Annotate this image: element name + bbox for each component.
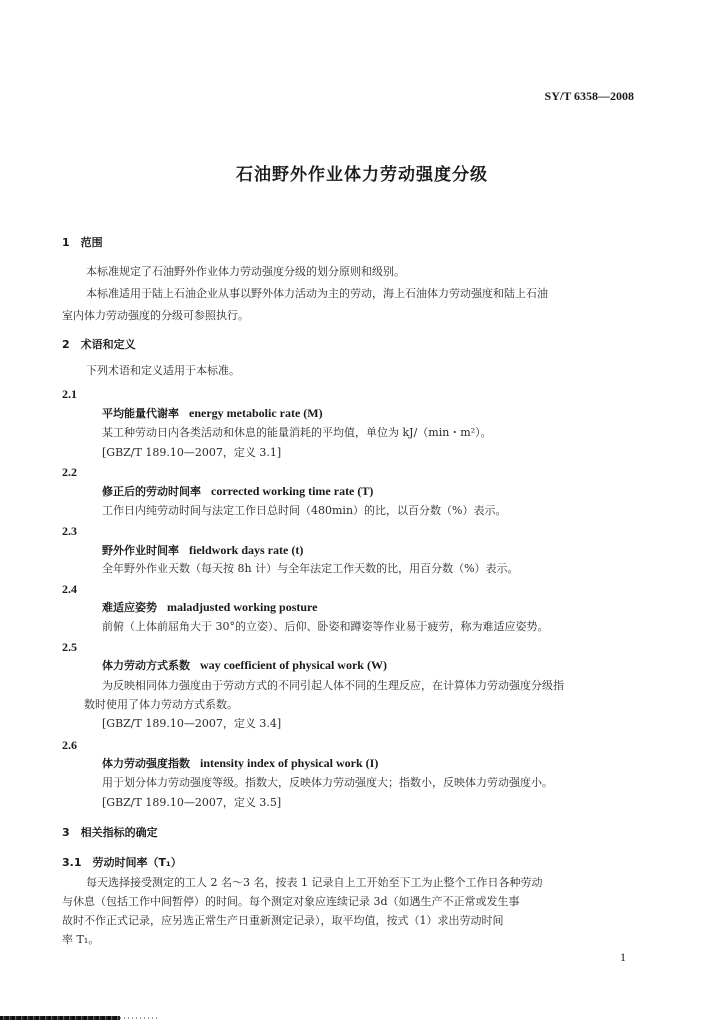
reference-line: [GBZ/T 189.10—2007，定义 3.5] <box>102 796 282 809</box>
paragraph: 本标准适用于陆上石油企业从事以野外体力活动为主的劳动，海上石油体力劳动强度和陆上石油 <box>86 287 548 300</box>
definition-line: 某工种劳动日内各类活动和休息的能量消耗的平均值，单位为 kJ/（min・m²）。 <box>102 426 492 439</box>
definition-line: 数时使用了体力劳动方式系数。 <box>84 698 238 711</box>
section-heading: 3 相关指标的确定 <box>62 826 158 839</box>
clause-number: 2.4 <box>62 582 77 596</box>
term-heading <box>102 484 373 499</box>
reference-line: [GBZ/T 189.10—2007，定义 3.4] <box>102 717 282 730</box>
term-heading <box>102 756 378 771</box>
term-en: intensity index of physical work (I) <box>200 756 379 770</box>
paragraph: 室内体力劳动强度的分级可参照执行。 <box>62 309 249 322</box>
clause-number: 2.1 <box>62 387 77 401</box>
paragraph: 下列术语和定义适用于本标准。 <box>86 364 240 377</box>
paragraph: 本标准规定了石油野外作业体力劳动强度分级的划分原则和级别。 <box>86 265 405 278</box>
term-cn: 野外作业时间率 <box>102 544 179 557</box>
section-heading: 1 范围 <box>62 236 103 249</box>
term-heading <box>102 543 303 558</box>
section-heading: 2 术语和定义 <box>62 338 136 351</box>
term-cn: 难适应姿势 <box>102 601 157 614</box>
definition-line: 工作日内纯劳动时间与法定工作日总时间（480min）的比，以百分数（%）表示。 <box>102 504 507 517</box>
scan-artifact <box>120 1017 160 1019</box>
clause-number: 2.2 <box>62 465 77 479</box>
term-en: fieldwork days rate (t) <box>189 543 304 557</box>
paragraph-line: 与休息（包括工作中间暂停）的时间。每个测定对象应连续记录 3d（如遇生产不正常或发生事 <box>62 895 520 908</box>
term-en: maladjusted working posture <box>167 600 318 614</box>
term-heading <box>102 406 323 421</box>
document-title: 石油野外作业体力劳动强度分级 <box>236 165 488 185</box>
standard-code: SY/T 6358—2008 <box>544 89 634 103</box>
paragraph-line: 故时不作正式记录，应另选正常生产日重新测定记录），取平均值，按式（1）求出劳动时间 <box>62 914 504 927</box>
term-heading <box>102 600 317 615</box>
definition-line: 为反映相同体力强度由于劳动方式的不同引起人体不同的生理反应，在计算体力劳动强度分级指 <box>102 679 564 692</box>
term-cn: 修正后的劳动时间率 <box>102 485 201 498</box>
clause-number: 2.6 <box>62 738 77 752</box>
scan-artifact <box>0 1016 120 1020</box>
subsection-heading: 3.1 劳动时间率（T₁） <box>62 856 182 869</box>
clause-number: 2.5 <box>62 640 77 654</box>
term-cn: 平均能量代谢率 <box>102 407 179 420</box>
reference-line: [GBZ/T 189.10—2007，定义 3.1] <box>102 446 282 459</box>
clause-number: 2.3 <box>62 524 77 538</box>
term-cn: 体力劳动强度指数 <box>102 757 190 770</box>
term-cn: 体力劳动方式系数 <box>102 659 190 672</box>
definition-line: 前俯（上体前屈角大于 30°的立姿）、后仰、卧姿和蹲姿等作业易于疲劳，称为难适应姿势。 <box>102 620 549 633</box>
definition-line: 全年野外作业天数（每天按 8h 计）与全年法定工作天数的比，用百分数（%）表示。 <box>102 562 519 575</box>
page-number: 1 <box>620 950 626 964</box>
term-en: energy metabolic rate (M) <box>189 406 323 420</box>
definition-line: 用于划分体力劳动强度等级。指数大，反映体力劳动强度大；指数小，反映体力劳动强度小。 <box>102 776 553 789</box>
term-heading <box>102 658 387 673</box>
term-en: corrected working time rate (T) <box>211 484 374 498</box>
term-en: way coefficient of physical work (W) <box>200 658 387 672</box>
paragraph-line: 率 T₁。 <box>62 933 100 946</box>
paragraph-line: 每天选择接受测定的工人 2 名～3 名，按表 1 记录自上工开始至下工为止整个工作日各种劳动 <box>86 876 543 889</box>
